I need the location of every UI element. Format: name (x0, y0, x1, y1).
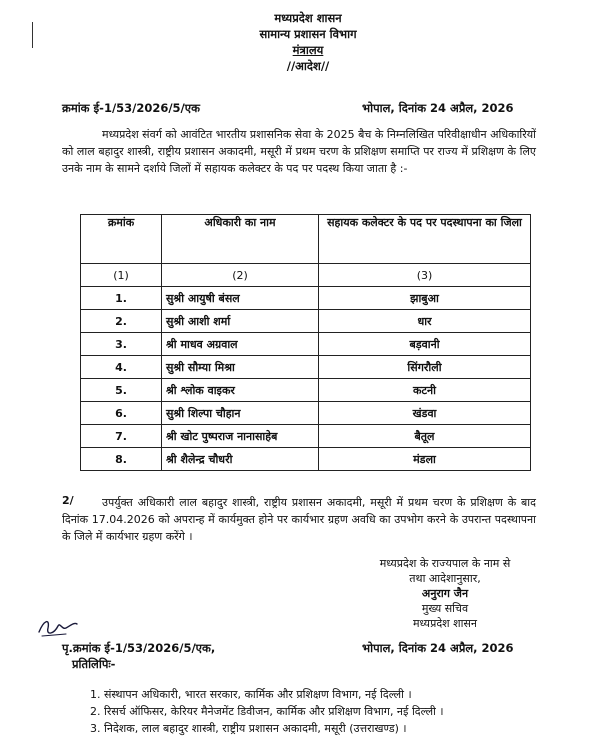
district-cell: सिंगरौली (319, 356, 531, 379)
serial-cell: 4. (81, 356, 162, 379)
header-officer-name: अधिकारी का नाम (162, 215, 319, 264)
officer-name-cell: सुश्री सौम्या मिश्रा (162, 356, 319, 379)
header-government: मध्यप्रदेश शासन (274, 11, 342, 25)
serial-cell: 1. (81, 287, 162, 310)
signatory-government: मध्यप्रदेश शासन (412, 617, 478, 630)
officer-name-cell: श्री खोट पुष्पराज नानासाहेब (162, 425, 319, 448)
header-district: सहायक कलेक्टर के पद पर पदस्थापना का जिला (319, 215, 531, 264)
table-row (81, 310, 531, 333)
table-row (81, 425, 531, 448)
district-cell: धार (319, 310, 531, 333)
list-item: 3. निदेशक, लाल बहादुर शास्त्री, राष्ट्रीय प्रशासन अकादमी, मसूरी (उत्तराखण्ड) । (90, 722, 407, 735)
header-order-title: //आदेश// (286, 59, 330, 73)
officer-name-cell: श्री माधव अग्रवाल (162, 333, 319, 356)
table-row (81, 402, 531, 425)
signature-block (360, 556, 530, 631)
column-number: (1) (81, 264, 162, 287)
signatory-name: अनुराग जैन (421, 587, 469, 600)
table-row (81, 379, 531, 402)
order-number: क्रमांक ई-1/53/2026/5/एक (62, 101, 200, 115)
serial-cell: 6. (81, 402, 162, 425)
officer-name-cell: सुश्री आशी शर्मा (162, 310, 319, 333)
document-header (0, 10, 616, 74)
district-cell: बैतूल (319, 425, 531, 448)
column-number-row (81, 264, 531, 287)
officer-name-cell: सुश्री शिल्पा चौहान (162, 402, 319, 425)
list-item: 2. रिसर्च ऑफिसर, केरियर मैनेजमेंट डिवीजन, कार्मिक और प्रशिक्षण विभाग, नई दिल्ली । (90, 705, 444, 718)
serial-cell: 7. (81, 425, 162, 448)
table-header-row (81, 215, 531, 264)
copy-to-list (90, 686, 560, 737)
copy-to-label: प्रतिलिपिः- (72, 657, 116, 671)
paragraph-2-number: 2/ (62, 494, 74, 507)
list-item: 1. संस्थापन अधिकारी, भारत सरकार, कार्मिक और प्रशिक्षण विभाग, नई दिल्ली । (90, 688, 412, 701)
district-cell: खंडवा (319, 402, 531, 425)
officer-name-cell: सुश्री आयुषी बंसल (162, 287, 319, 310)
column-number: (3) (319, 264, 531, 287)
table-row (81, 287, 531, 310)
order-date: भोपाल, दिनांक 24 अप्रैल, 2026 (362, 101, 514, 115)
header-serial: क्रमांक (81, 215, 162, 264)
table-row (81, 448, 531, 471)
order-paragraph-1: मध्यप्रदेश संवर्ग को आवंटित भारतीय प्रशासनिक सेवा के 2025 बैच के निम्नलिखित परिवीक्षाधीन अधिकारियों को लाल बहादुर शास्त्री, राष्ट्रीय प्रशासन अकादमी, मसूरी में प्रथम चरण के प्रशिक्षण समाप्ति पर राज्य में प्रशिक्षण के लिए उनके नाम के सामने दर्शाये जिलों में सहायक कलेक्टर के पद पर पदस्थ किया जाता है :- (62, 128, 536, 175)
district-cell: मंडला (319, 448, 531, 471)
district-cell: झाबुआ (319, 287, 531, 310)
signatory-designation: मुख्य सचिव (421, 602, 469, 615)
order-paragraph-2: उपर्युक्त अधिकारी लाल बहादुर शास्त्री, राष्ट्रीय प्रशासन अकादमी, मसूरी में प्रथम चरण के प्रशिक्षण के बाद दिनांक 17.04.2026 को अपरान्ह में कार्यमुक्त होने पर कार्यभार ग्रहण अवधि का उपभोग करने के उपरान्त पदस्थापना के जिले में कार्यभार ग्रहण करेंगे । (62, 496, 536, 543)
officer-name-cell: श्री शैलेन्द्र चौधरी (162, 448, 319, 471)
officer-name-cell: श्री श्लोक वाइकर (162, 379, 319, 402)
endorsement-date: भोपाल, दिनांक 24 अप्रैल, 2026 (362, 641, 514, 655)
district-cell: बड़वानी (319, 333, 531, 356)
column-number: (2) (162, 264, 319, 287)
serial-cell: 3. (81, 333, 162, 356)
serial-cell: 5. (81, 379, 162, 402)
handwritten-initials (36, 612, 80, 642)
serial-cell: 8. (81, 448, 162, 471)
table-row (81, 356, 531, 379)
signature-order-line: तथा आदेशानुसार, (409, 572, 481, 585)
signature-authority-line: मध्यप्रदेश के राज्यपाल के नाम से (379, 557, 511, 570)
endorsement-number: पृ.क्रमांक ई-1/53/2026/5/एक, (62, 641, 216, 655)
header-ministry: मंत्रालय (292, 43, 324, 57)
table-row (81, 333, 531, 356)
serial-cell: 2. (81, 310, 162, 333)
district-cell: कटनी (319, 379, 531, 402)
header-department: सामान्य प्रशासन विभाग (259, 27, 357, 41)
posting-table (80, 214, 531, 471)
